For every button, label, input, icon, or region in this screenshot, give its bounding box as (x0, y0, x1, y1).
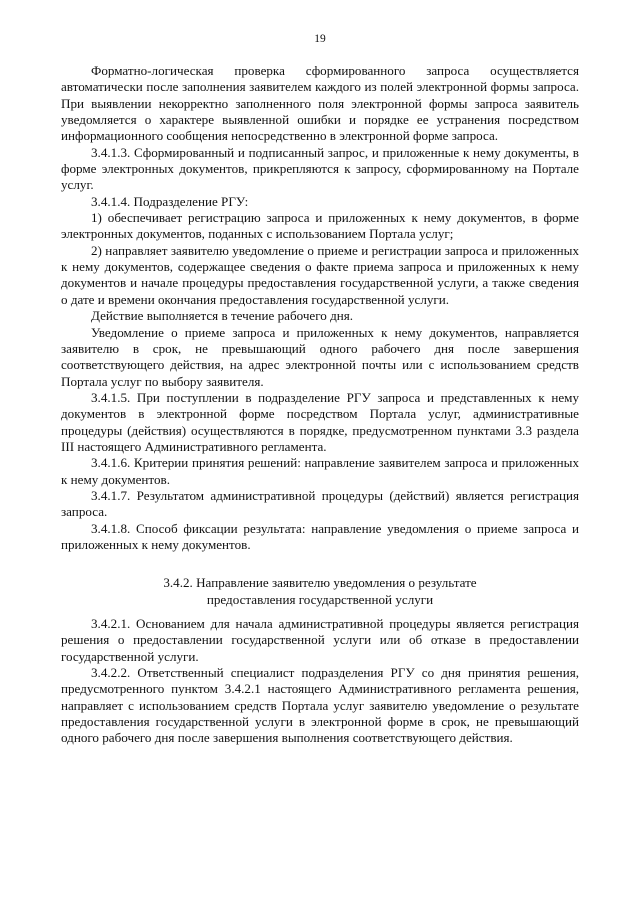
section-heading-line: предоставления государственной услуги (206, 591, 434, 607)
paragraph: 3.4.2.2. Ответственный специалист подразделения РГУ со дня принятия решения, предусмотренного пунктом 3.4.2.1 настоящего Административного регламента решения, направляет с использованием средств Портала услуг заявителю уведомление о результате предоставления государственной услуги в электронной форме в срок, не превышающий одного рабочего дня после завершения выполнения соответствующего действия. (61, 665, 579, 746)
paragraph: 2) направляет заявителю уведомление о приеме и регистрации запроса и приложенных к нему документов, содержащее сведения о факте приема запроса и приложенных к нему документов и начале процедуры предоставления государственной услуги, а также сведения о дате и времени окончания предоставления государственной услуги. (61, 242, 579, 307)
document-body (61, 63, 579, 747)
paragraph: 3.4.1.4. Подразделение РГУ: (91, 193, 249, 209)
paragraph: Форматно-логическая проверка сформированного запроса осуществляется автоматически после заполнения заявителем каждого из полей электронной формы запроса. При выявлении некорректно заполненного поля электронной формы запроса заявитель уведомляется о характере выявленной ошибки и порядке ее устранения посредством информационного сообщения непосредственно в электронной форме запроса. (61, 63, 579, 144)
section-heading (61, 575, 579, 608)
paragraph: Уведомление о приеме запроса и приложенных к нему документов, направляется заявителю в срок, не превышающий одного рабочего дня после завершения соответствующего действия, на адрес электронной почты или с использованием средств Портала услуг по выбору заявителя. (61, 324, 579, 389)
paragraph: 3.4.1.8. Способ фиксации результата: направление уведомления о приеме запроса и приложенных к нему документов. (61, 520, 579, 552)
paragraph: 3.4.1.3. Сформированный и подписанный запрос, и приложенные к нему документы, в форме электронных документов, прикрепляются к запросу, сформированному на Портале услуг. (61, 144, 579, 193)
paragraph: 3.4.1.7. Результатом административной процедуры (действий) является регистрация запроса. (61, 487, 579, 520)
paragraph: 3.4.1.5. При поступлении в подразделение РГУ запроса и представленных к нему документов в электронной форме посредством Портала услуг, административные процедуры (действия) осуществляются в порядке, предусмотренном пунктами 3.3 раздела III настоящего Административного регламента. (61, 389, 579, 454)
paragraph: Действие выполняется в течение рабочего дня. (91, 308, 354, 324)
paragraph: 1) обеспечивает регистрацию запроса и приложенных к нему документов, в форме электронных документов, поданных с использованием Портала услуг; (61, 210, 579, 242)
section-heading-line: 3.4.2. Направление заявителю уведомления о результате (163, 575, 477, 591)
paragraph: 3.4.2.1. Основанием для начала административной процедуры является регистрация решения о предоставлении государственной услуги или об отказе в предоставлении государственной услуги. (61, 616, 579, 664)
page-number: 19 (314, 33, 326, 45)
paragraph: 3.4.1.6. Критерии принятия решений: направление заявителем запроса и приложенных к нему документов. (61, 455, 579, 487)
